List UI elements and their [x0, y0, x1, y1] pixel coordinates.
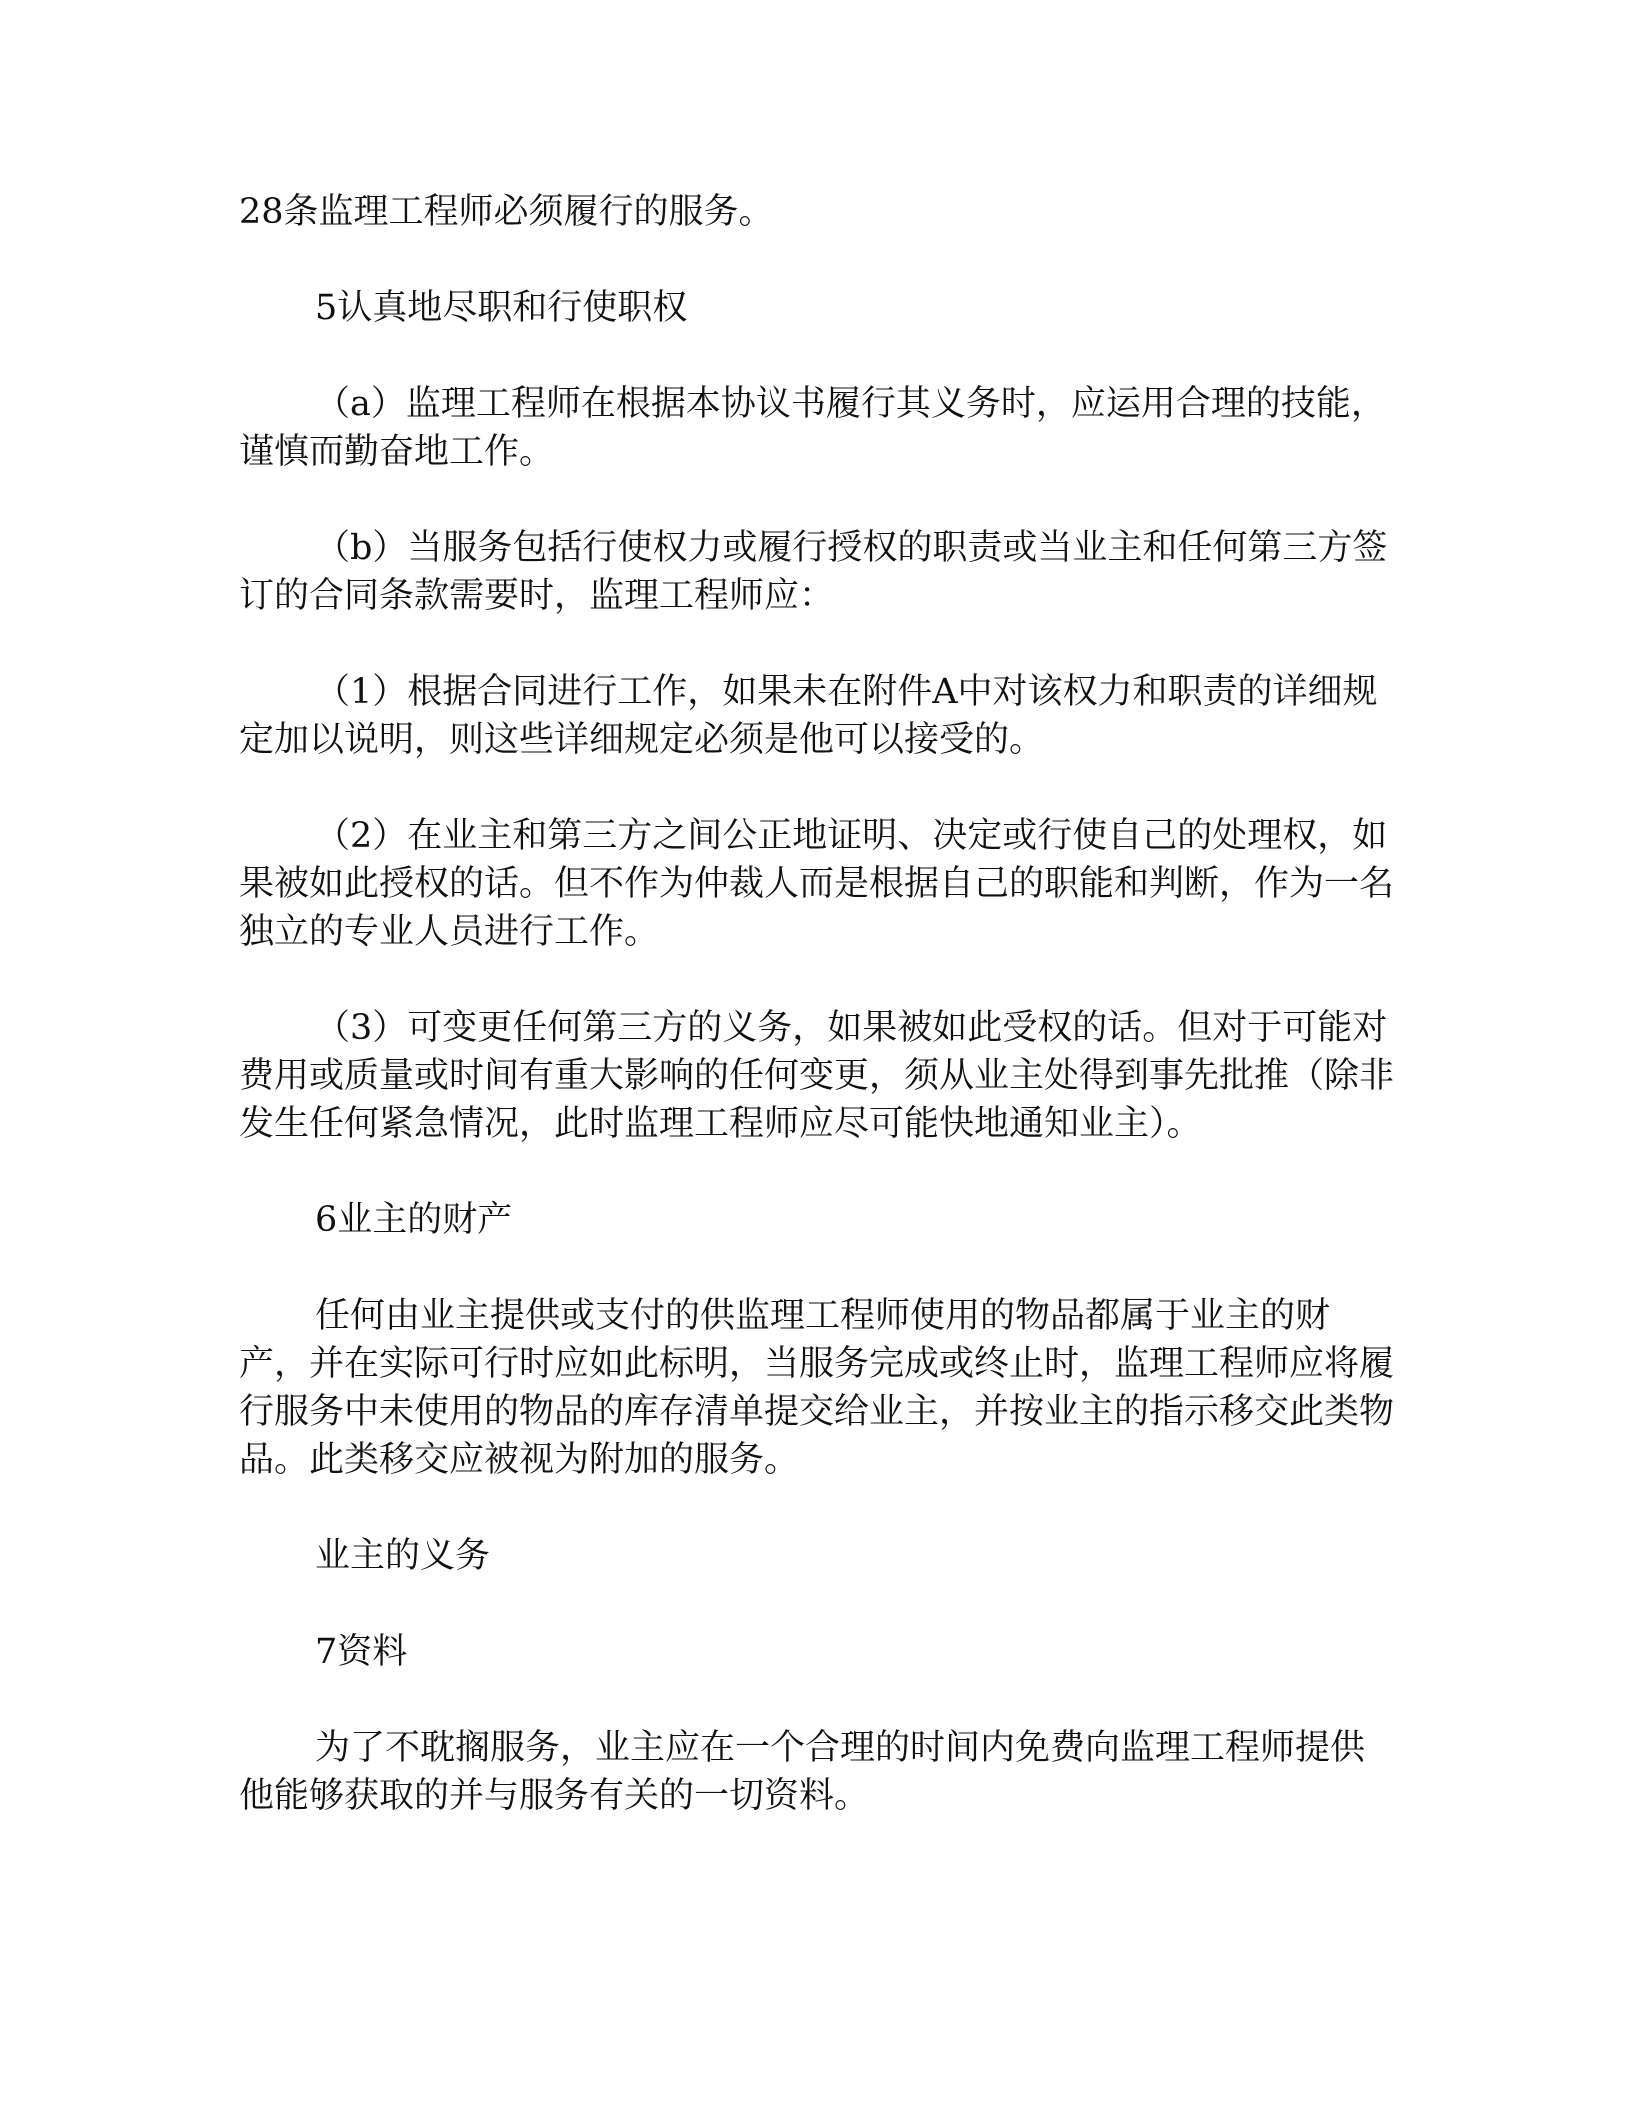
section-heading-7: 7资料 [315, 1632, 408, 1672]
paragraph-5b-3: （3）可变更任何第三方的义务，如果被如此受权的话。但对于可能对费用或质量或时间有重大影响的任何变更，须从业主处得到事先批推（除非发生任何紧急情况，此时监理工程师应尽可能快地通知业主）。 [239, 1008, 1395, 1144]
paragraph-5b-1: （1）根据合同进行工作，如果未在附件A中对该权力和职责的详细规定加以说明，则这些详细规定必须是他可以接受的。 [239, 672, 1378, 760]
paragraph-5a: （a）监理工程师在根据本协议书履行其义务时，应运用合理的技能，谨慎而勤奋地工作。 [239, 384, 1386, 472]
part-heading-owner-obligations: 业主的义务 [315, 1536, 491, 1576]
section-heading-6: 6业主的财产 [315, 1200, 513, 1240]
paragraph-6: 任何由业主提供或支付的供监理工程师使用的物品都属于业主的财产，并在实际可行时应如此标明，当服务完成或终止时，监理工程师应将履行服务中未使用的物品的库存清单提交给业主，并按业主的指示移交此类物品。此类移交应被视为附加的服务。 [239, 1296, 1395, 1480]
paragraph-5b-2: （2）在业主和第三方之间公正地证明、决定或行使自己的处理权，如果被如此授权的话。但不作为仲裁人而是根据自己的职能和判断，作为一名独立的专业人员进行工作。 [239, 816, 1395, 952]
document-body [239, 188, 1395, 1868]
paragraph-5b: （b）当服务包括行使权力或履行授权的职责或当业主和任何第三方签订的合同条款需要时，监理工程师应： [239, 528, 1388, 616]
section-heading-5: 5认真地尽职和行使职权 [315, 288, 688, 328]
paragraph-intro: 28条监理工程师必须履行的服务。 [239, 192, 774, 232]
paragraph-7: 为了不耽搁服务，业主应在一个合理的时间内免费向监理工程师提供他能够获取的并与服务有关的一切资料。 [239, 1728, 1366, 1816]
